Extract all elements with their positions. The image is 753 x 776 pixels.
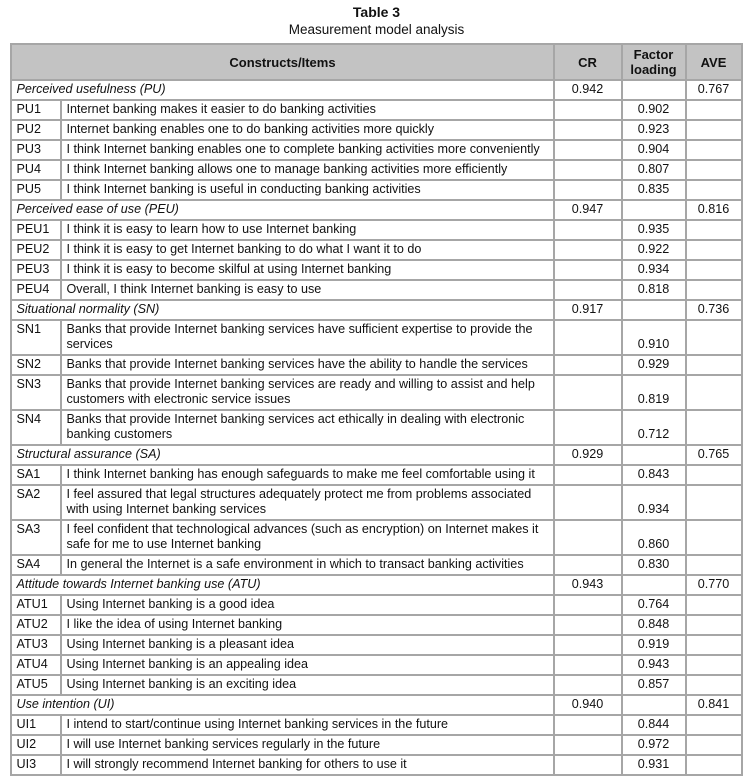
item-loading-value: 0.764 <box>622 595 686 615</box>
item-text: I will use Internet banking services regularly in the future <box>61 735 553 755</box>
header-constructs-items: Constructs/Items <box>11 44 553 80</box>
construct-loading-cell <box>622 80 686 100</box>
item-row <box>11 735 741 755</box>
item-ave-cell <box>686 410 742 445</box>
item-loading-value: 0.807 <box>622 160 686 180</box>
item-cr-cell <box>554 355 622 375</box>
item-loading-value: 0.935 <box>622 220 686 240</box>
item-ave-cell <box>686 260 742 280</box>
item-text: Banks that provide Internet banking services act ethically in dealing with electronic banking customers <box>61 410 553 445</box>
item-code: SN3 <box>11 375 61 410</box>
item-row <box>11 655 741 675</box>
construct-label: Structural assurance (SA) <box>11 445 553 465</box>
item-ave-cell <box>686 635 742 655</box>
table-caption-number: Table 3 <box>352 4 401 20</box>
item-loading-value: 0.860 <box>622 520 686 555</box>
item-ave-cell <box>686 320 742 355</box>
item-code: SN4 <box>11 410 61 445</box>
header-ave: AVE <box>686 44 742 80</box>
table-caption-title: Measurement model analysis <box>288 22 465 37</box>
item-code: PU1 <box>11 100 61 120</box>
item-row <box>11 555 741 575</box>
item-code: PEU1 <box>11 220 61 240</box>
construct-label: Perceived usefulness (PU) <box>11 80 553 100</box>
item-code: SN1 <box>11 320 61 355</box>
item-row <box>11 160 741 180</box>
item-code: PU2 <box>11 120 61 140</box>
item-code: ATU2 <box>11 615 61 635</box>
item-code: SA3 <box>11 520 61 555</box>
item-ave-cell <box>686 240 742 260</box>
item-text: Using Internet banking is an exciting idea <box>61 675 553 695</box>
item-ave-cell <box>686 555 742 575</box>
item-text: I think it is easy to get Internet banking to do what I want it to do <box>61 240 553 260</box>
item-loading-value: 0.902 <box>622 100 686 120</box>
item-loading-value: 0.923 <box>622 120 686 140</box>
item-text: I think it is easy to become skilful at using Internet banking <box>61 260 553 280</box>
item-text: I think Internet banking has enough safeguards to make me feel comfortable using it <box>61 465 553 485</box>
construct-label: Situational normality (SN) <box>11 300 553 320</box>
item-cr-cell <box>554 615 622 635</box>
item-row <box>11 715 741 735</box>
item-code: PEU4 <box>11 280 61 300</box>
item-code: PU5 <box>11 180 61 200</box>
item-row <box>11 520 741 555</box>
item-cr-cell <box>554 240 622 260</box>
item-cr-cell <box>554 375 622 410</box>
item-row <box>11 595 741 615</box>
item-text: Internet banking enables one to do banking activities more quickly <box>61 120 553 140</box>
table-header-row <box>11 44 741 80</box>
item-ave-cell <box>686 755 742 775</box>
item-text: Banks that provide Internet banking services are ready and willing to assist and help customers with electronic service issues <box>61 375 553 410</box>
item-cr-cell <box>554 410 622 445</box>
construct-ave-value: 0.816 <box>686 200 742 220</box>
construct-label: Attitude towards Internet banking use (ATU) <box>11 575 553 595</box>
item-loading-value: 0.929 <box>622 355 686 375</box>
item-row <box>11 355 741 375</box>
construct-ave-value: 0.736 <box>686 300 742 320</box>
item-loading-value: 0.922 <box>622 240 686 260</box>
item-ave-cell <box>686 180 742 200</box>
item-loading-value: 0.830 <box>622 555 686 575</box>
item-cr-cell <box>554 180 622 200</box>
item-loading-value: 0.835 <box>622 180 686 200</box>
item-row <box>11 100 741 120</box>
construct-ave-value: 0.841 <box>686 695 742 715</box>
item-code: SA4 <box>11 555 61 575</box>
header-factor-loading: Factor loading <box>622 44 686 80</box>
construct-loading-cell <box>622 300 686 320</box>
item-text: Using Internet banking is a pleasant idea <box>61 635 553 655</box>
item-ave-cell <box>686 520 742 555</box>
item-code: UI1 <box>11 715 61 735</box>
item-code: SN2 <box>11 355 61 375</box>
item-ave-cell <box>686 715 742 735</box>
item-row <box>11 675 741 695</box>
item-cr-cell <box>554 320 622 355</box>
item-row <box>11 140 741 160</box>
item-cr-cell <box>554 555 622 575</box>
item-code: SA1 <box>11 465 61 485</box>
item-cr-cell <box>554 160 622 180</box>
item-code: SA2 <box>11 485 61 520</box>
construct-ave-value: 0.765 <box>686 445 742 465</box>
construct-cr-value: 0.942 <box>554 80 622 100</box>
item-loading-value: 0.848 <box>622 615 686 635</box>
item-text: Banks that provide Internet banking services have the ability to handle the services <box>61 355 553 375</box>
header-cr: CR <box>554 44 622 80</box>
item-loading-value: 0.934 <box>622 485 686 520</box>
item-loading-value: 0.904 <box>622 140 686 160</box>
construct-ave-value: 0.770 <box>686 575 742 595</box>
item-row <box>11 280 741 300</box>
item-loading-value: 0.943 <box>622 655 686 675</box>
item-loading-value: 0.972 <box>622 735 686 755</box>
item-row <box>11 120 741 140</box>
item-row <box>11 375 741 410</box>
construct-cr-value: 0.929 <box>554 445 622 465</box>
item-row <box>11 320 741 355</box>
item-loading-value: 0.931 <box>622 755 686 775</box>
item-loading-value: 0.919 <box>622 635 686 655</box>
item-text: I think Internet banking allows one to manage banking activities more efficiently <box>61 160 553 180</box>
item-code: ATU5 <box>11 675 61 695</box>
construct-loading-cell <box>622 445 686 465</box>
item-loading-value: 0.818 <box>622 280 686 300</box>
item-row <box>11 410 741 445</box>
construct-cr-value: 0.940 <box>554 695 622 715</box>
item-text: I think it is easy to learn how to use Internet banking <box>61 220 553 240</box>
item-ave-cell <box>686 280 742 300</box>
item-row <box>11 220 741 240</box>
item-ave-cell <box>686 355 742 375</box>
item-ave-cell <box>686 140 742 160</box>
construct-row <box>11 695 741 715</box>
item-text: Banks that provide Internet banking services have sufficient expertise to provide the services <box>61 320 553 355</box>
construct-cr-value: 0.943 <box>554 575 622 595</box>
item-text: Using Internet banking is an appealing idea <box>61 655 553 675</box>
item-cr-cell <box>554 140 622 160</box>
item-cr-cell <box>554 675 622 695</box>
item-code: PEU2 <box>11 240 61 260</box>
item-code: PEU3 <box>11 260 61 280</box>
item-text: I think Internet banking is useful in conducting banking activities <box>61 180 553 200</box>
item-code: PU4 <box>11 160 61 180</box>
item-loading-value: 0.712 <box>622 410 686 445</box>
item-loading-value: 0.844 <box>622 715 686 735</box>
item-code: UI3 <box>11 755 61 775</box>
item-cr-cell <box>554 120 622 140</box>
measurement-model-table <box>10 43 742 776</box>
item-ave-cell <box>686 220 742 240</box>
item-code: UI2 <box>11 735 61 755</box>
construct-ave-value: 0.767 <box>686 80 742 100</box>
item-ave-cell <box>686 375 742 410</box>
item-row <box>11 635 741 655</box>
item-text: I think Internet banking enables one to complete banking activities more conveniently <box>61 140 553 160</box>
item-row <box>11 485 741 520</box>
construct-row <box>11 300 741 320</box>
item-cr-cell <box>554 655 622 675</box>
construct-row <box>11 200 741 220</box>
item-ave-cell <box>686 595 742 615</box>
construct-cr-value: 0.917 <box>554 300 622 320</box>
item-ave-cell <box>686 615 742 635</box>
item-ave-cell <box>686 485 742 520</box>
item-cr-cell <box>554 595 622 615</box>
item-loading-value: 0.857 <box>622 675 686 695</box>
item-cr-cell <box>554 220 622 240</box>
item-row <box>11 240 741 260</box>
construct-label: Perceived ease of use (PEU) <box>11 200 553 220</box>
item-cr-cell <box>554 755 622 775</box>
item-ave-cell <box>686 735 742 755</box>
item-cr-cell <box>554 280 622 300</box>
item-loading-value: 0.843 <box>622 465 686 485</box>
item-text: I like the idea of using Internet banking <box>61 615 553 635</box>
item-row <box>11 755 741 775</box>
table-body <box>11 80 741 775</box>
item-row <box>11 615 741 635</box>
construct-cr-value: 0.947 <box>554 200 622 220</box>
construct-row <box>11 575 741 595</box>
item-cr-cell <box>554 520 622 555</box>
item-row <box>11 180 741 200</box>
item-ave-cell <box>686 120 742 140</box>
item-code: ATU4 <box>11 655 61 675</box>
item-text: I feel confident that technological advances (such as encryption) on Internet makes it safe for me to use Internet banking <box>61 520 553 555</box>
item-cr-cell <box>554 100 622 120</box>
item-row <box>11 260 741 280</box>
construct-loading-cell <box>622 695 686 715</box>
item-loading-value: 0.934 <box>622 260 686 280</box>
item-text: I intend to start/continue using Internet banking services in the future <box>61 715 553 735</box>
item-loading-value: 0.819 <box>622 375 686 410</box>
item-loading-value: 0.910 <box>622 320 686 355</box>
item-text: Internet banking makes it easier to do banking activities <box>61 100 553 120</box>
item-ave-cell <box>686 675 742 695</box>
item-cr-cell <box>554 735 622 755</box>
construct-row <box>11 445 741 465</box>
construct-loading-cell <box>622 575 686 595</box>
item-cr-cell <box>554 635 622 655</box>
item-code: ATU3 <box>11 635 61 655</box>
item-cr-cell <box>554 485 622 520</box>
item-cr-cell <box>554 465 622 485</box>
item-cr-cell <box>554 715 622 735</box>
item-text: I feel assured that legal structures adequately protect me from problems associated with using Internet banking services <box>61 485 553 520</box>
construct-label: Use intention (UI) <box>11 695 553 715</box>
item-cr-cell <box>554 260 622 280</box>
item-ave-cell <box>686 465 742 485</box>
item-text: In general the Internet is a safe environment in which to transact banking activities <box>61 555 553 575</box>
item-text: Using Internet banking is a good idea <box>61 595 553 615</box>
item-ave-cell <box>686 160 742 180</box>
item-ave-cell <box>686 100 742 120</box>
item-ave-cell <box>686 655 742 675</box>
item-row <box>11 465 741 485</box>
item-text: Overall, I think Internet banking is easy to use <box>61 280 553 300</box>
construct-row <box>11 80 741 100</box>
item-code: PU3 <box>11 140 61 160</box>
construct-loading-cell <box>622 200 686 220</box>
item-text: I will strongly recommend Internet banking for others to use it <box>61 755 553 775</box>
item-code: ATU1 <box>11 595 61 615</box>
